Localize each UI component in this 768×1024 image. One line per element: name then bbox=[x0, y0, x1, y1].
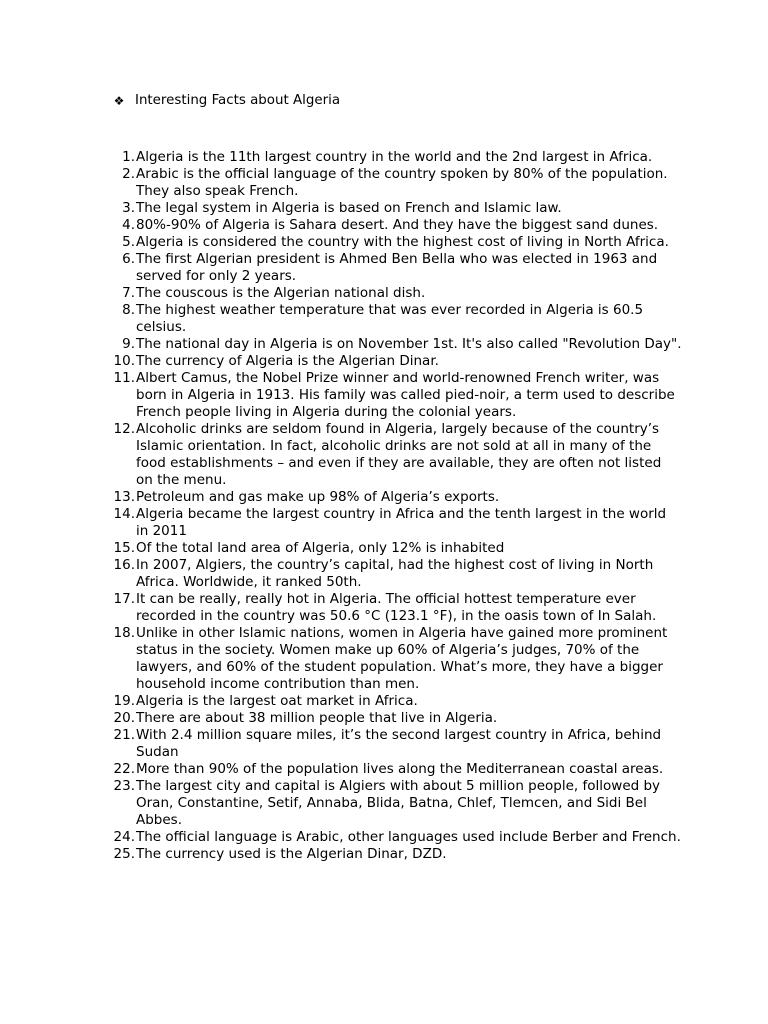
list-item bbox=[102, 778, 682, 829]
item-text: Algeria became the largest country in Africa and the tenth largest in the world in 2011 bbox=[136, 506, 667, 539]
item-text: The currency of Algeria is the Algerian Dinar. bbox=[136, 353, 439, 369]
document-heading bbox=[112, 92, 340, 110]
list-item bbox=[102, 200, 682, 217]
item-text: With 2.4 million square miles, it’s the second largest country in Africa, behind Sudan bbox=[136, 727, 662, 760]
item-text: The official language is Arabic, other languages used include Berber and French. bbox=[136, 829, 681, 845]
item-text: The national day in Algeria is on November 1st. It's also called "Revolution Day". bbox=[136, 336, 682, 352]
list-item bbox=[102, 285, 682, 302]
item-number: 13. bbox=[113, 489, 135, 505]
item-number: 8. bbox=[122, 302, 135, 318]
list-item bbox=[102, 829, 682, 846]
item-number: 25. bbox=[113, 846, 135, 862]
list-item bbox=[102, 540, 682, 557]
list-item bbox=[102, 557, 682, 591]
item-text: The first Algerian president is Ahmed Ben Bella who was elected in 1963 and served for only 2 years. bbox=[136, 251, 658, 284]
diamond-bullet-icon: ❖ bbox=[113, 94, 125, 108]
facts-list bbox=[102, 149, 682, 863]
list-item bbox=[102, 166, 682, 200]
item-number: 11. bbox=[113, 370, 135, 386]
item-text: Albert Camus, the Nobel Prize winner and world-renowned French writer, was born in Algeria in 1913. His family was called pied-noir, a term used to describe French people living in Algeria during the colonial years. bbox=[136, 370, 675, 420]
list-item bbox=[102, 234, 682, 251]
list-item bbox=[102, 761, 682, 778]
item-text: 80%-90% of Algeria is Sahara desert. And they have the biggest sand dunes. bbox=[136, 217, 659, 233]
page-title: Interesting Facts about Algeria bbox=[135, 93, 341, 108]
item-number: 4. bbox=[122, 217, 135, 233]
item-number: 23. bbox=[113, 778, 135, 794]
item-text: The largest city and capital is Algiers with about 5 million people, followed by Oran, Constantine, Setif, Annaba, Blida, Batna, Chlef, Tlemcen, and Sidi Bel Abbes. bbox=[136, 778, 661, 828]
item-number: 1. bbox=[122, 149, 135, 165]
item-number: 19. bbox=[113, 693, 135, 709]
item-number: 15. bbox=[113, 540, 135, 556]
item-number: 7. bbox=[122, 285, 135, 301]
list-item bbox=[102, 727, 682, 761]
list-item bbox=[102, 336, 682, 353]
list-item bbox=[102, 217, 682, 234]
item-number: 20. bbox=[113, 710, 135, 726]
item-number: 17. bbox=[113, 591, 135, 607]
item-number: 9. bbox=[122, 336, 135, 352]
item-text: Arabic is the official language of the country spoken by 80% of the population. They also speak French. bbox=[136, 166, 668, 199]
item-text: In 2007, Algiers, the country’s capital, had the highest cost of living in North Africa. Worldwide, it ranked 50th. bbox=[136, 557, 654, 590]
item-text: Algeria is the largest oat market in Africa. bbox=[136, 693, 418, 709]
item-text: There are about 38 million people that live in Algeria. bbox=[136, 710, 498, 726]
list-item bbox=[102, 591, 682, 625]
item-text: Alcoholic drinks are seldom found in Algeria, largely because of the country’s Islamic orientation. In fact, alcoholic drinks are not sold at all in many of the food establishments – and even if they are available, they are often not listed on the menu. bbox=[136, 421, 662, 488]
item-text: Algeria is considered the country with the highest cost of living in North Africa. bbox=[136, 234, 669, 250]
list-item bbox=[102, 353, 682, 370]
list-item bbox=[102, 302, 682, 336]
item-number: 3. bbox=[122, 200, 135, 216]
item-number: 22. bbox=[113, 761, 135, 777]
item-number: 10. bbox=[113, 353, 135, 369]
item-number: 6. bbox=[122, 251, 135, 267]
list-item bbox=[102, 693, 682, 710]
list-item bbox=[102, 625, 682, 693]
list-item bbox=[102, 421, 682, 489]
item-text: Algeria is the 11th largest country in the world and the 2nd largest in Africa. bbox=[136, 149, 653, 165]
list-item bbox=[102, 149, 682, 166]
item-text: It can be really, really hot in Algeria. The official hottest temperature ever recorded in the country was 50.6 °C (123.1 °F), in the oasis town of In Salah. bbox=[136, 591, 657, 624]
list-item bbox=[102, 506, 682, 540]
item-number: 16. bbox=[113, 557, 135, 573]
item-text: Unlike in other Islamic nations, women in Algeria have gained more prominent status in the society. Women make up 60% of Algeria’s judges, 70% of the lawyers, and 60% of the student population. What’s more, they have a bigger household income contribution than men. bbox=[136, 625, 668, 692]
item-number: 14. bbox=[113, 506, 135, 522]
list-item bbox=[102, 710, 682, 727]
item-text: More than 90% of the population lives along the Mediterranean coastal areas. bbox=[136, 761, 664, 777]
item-text: Of the total land area of Algeria, only 12% is inhabited bbox=[136, 540, 505, 556]
item-text: The currency used is the Algerian Dinar, DZD. bbox=[136, 846, 447, 862]
item-number: 2. bbox=[122, 166, 135, 182]
item-text: Petroleum and gas make up 98% of Algeria’s exports. bbox=[136, 489, 500, 505]
list-item bbox=[102, 370, 682, 421]
item-text: The couscous is the Algerian national dish. bbox=[136, 285, 426, 301]
item-number: 24. bbox=[113, 829, 135, 845]
item-text: The highest weather temperature that was ever recorded in Algeria is 60.5 celsius. bbox=[136, 302, 644, 335]
list-item bbox=[102, 251, 682, 285]
item-number: 21. bbox=[113, 727, 135, 743]
item-number: 12. bbox=[113, 421, 135, 437]
item-number: 18. bbox=[113, 625, 135, 641]
list-item bbox=[102, 489, 682, 506]
item-text: The legal system in Algeria is based on French and Islamic law. bbox=[136, 200, 562, 216]
item-number: 5. bbox=[122, 234, 135, 250]
list-item bbox=[102, 846, 682, 863]
